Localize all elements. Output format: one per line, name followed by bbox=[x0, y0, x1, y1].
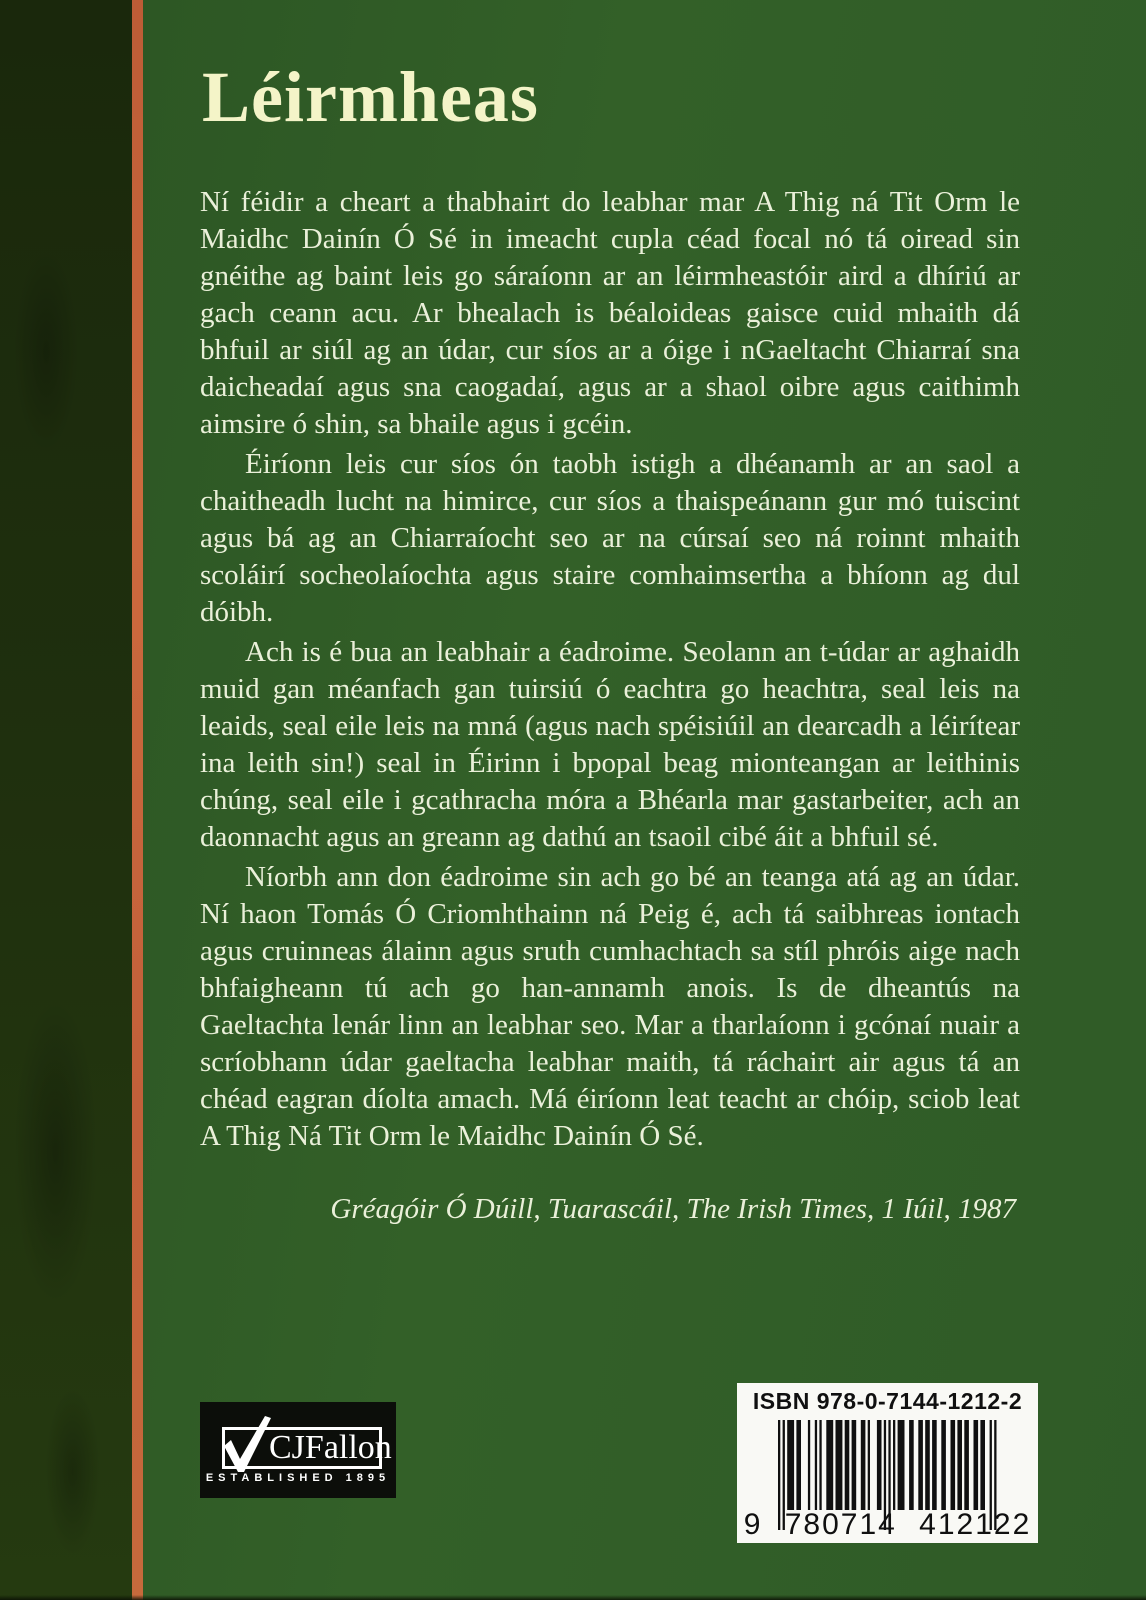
review-paragraph: Ní féidir a cheart a thabhairt do leabhar mar A Thig ná Tit Orm le Maidhc Dainín Ó Sé in imeacht cupla céad focal nó tá oiread sin gnéithe ag baint leis go sáraíonn ar an léirmheastóir aird a dhíriú ar gach ceann acu. Ar bhealach is béaloideas gaisce cuid mhaith dá bhfuil ar siúl ag an údar, cur síos ar a óige i nGaeltacht Chiarraí sna daicheadaí agus sna caogadaí, agus ar a shaol oibre agus caithimh aimsire ó shin, sa bhaile agus i gcéin. bbox=[200, 186, 1020, 440]
logo-frame bbox=[222, 1427, 392, 1469]
publisher-logo bbox=[200, 1402, 396, 1498]
spine-stripe bbox=[132, 0, 143, 1600]
isbn-barcode bbox=[737, 1383, 1038, 1543]
review-paragraph: Éiríonn leis cur síos ón taobh istigh a dhéanamh ar an saol a chaitheadh lucht na himirce, cur síos a thaispeánann gur mó tuiscint agus bá ag an Chiarraíocht seo ar na cúrsaí seo ná roinnt mhaith scoláirí socheolaíochta agus staire comhaimsertha a bhíonn ag dul dóibh. bbox=[200, 448, 1020, 628]
review-paragraph: Ach is é bua an leabhair a éadroime. Seolann an t-údar ar aghaidh muid gan méanfach gan tuirsiú ó eachtra go heachtra, seal leis na leaids, seal eile leis na mná (agus nach spéisiúil an dearcadh a léirítear ina leith sin!) seal in Éirinn i bpopal beag mionteangan ar leithinis chúng, seal eile i gcathracha móra a Bhéarla mar gastarbeiter, ach an daonnacht agus an greann ag dathú an tsaoil cibé áit a bhfuil sé. bbox=[200, 636, 1020, 853]
review-paragraph: Níorbh ann don éadroime sin ach go bé an teanga atá ag an údar. Ní haon Tomás Ó Criomhthainn ná Peig é, ach tá saibhreas iontach agus cruinneas álainn agus sruth cumhachtach sa stíl phróis aige nach bhfaigheann tú ach go han-annamh anois. Is de dheantús na Gaeltachta lenár linn an leabhar seo. Mar a tharlaíonn i gcónaí nuair a scríobhann údar gaeltacha leabhar maith, tá ráchairt air agus tá an chéad eagran díolta amach. Má éiríonn leat teacht ar chóip, sciob leat A Thig Ná Tit Orm le Maidhc Dainín Ó Sé. bbox=[200, 861, 1020, 1152]
check-icon bbox=[218, 1412, 276, 1474]
book-spine bbox=[0, 0, 132, 1600]
attribution-line: Gréagóir Ó Dúill, Tuarascáil, The Irish Times, 1 Iúil, 1987 bbox=[330, 1193, 1016, 1225]
review-text bbox=[200, 184, 1020, 1231]
isbn-label: ISBN 978-0-7144-1212-2 bbox=[752, 1388, 1023, 1414]
established-text: ESTABLISHED 1895 bbox=[205, 1472, 391, 1484]
barcode-digits: 9 780714 412122 bbox=[743, 1508, 1032, 1541]
page-title: Léirmheas bbox=[202, 57, 539, 137]
publisher-name: CJFallon bbox=[269, 1429, 392, 1466]
